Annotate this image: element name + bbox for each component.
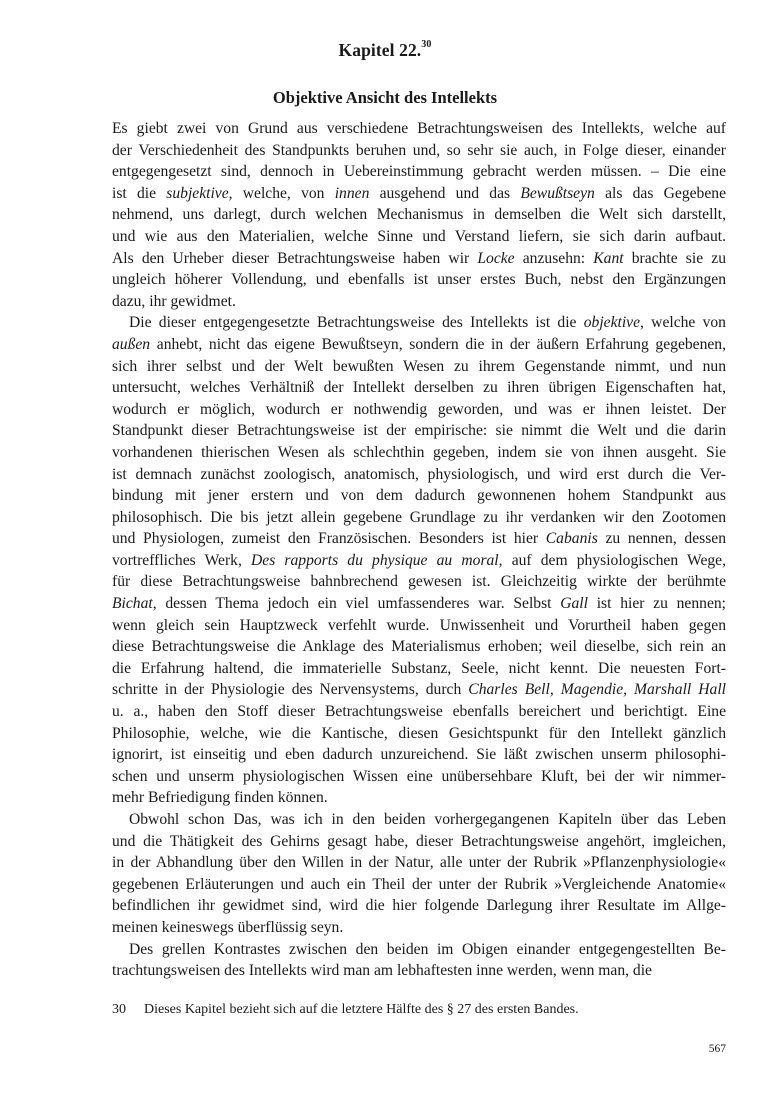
text-run: ist hier zu nennen;: [587, 595, 726, 613]
text-line: [112, 658, 726, 680]
text-line: [112, 636, 726, 658]
text-run: , auf dem physiologischen Wege,: [498, 551, 726, 569]
text-run: sich ihrer selbst und der Welt bewußten Wesen zu ihrem Gegenstande nimmt, und nun: [112, 357, 726, 375]
text-run: philosophisch. Die bis jetzt allein gegebene Grundlage zu ihr verdanken wir den Zootomen: [112, 508, 726, 526]
italic-text: Locke: [477, 249, 515, 267]
text-run: schen und unserm physiologischen Wissen eine unübersehbare Kluft, bei der wir nimmer-: [112, 767, 726, 785]
text-run: Es giebt zwei von Grund aus verschiedene Betrachtungsweisen des Intellekts, welche auf: [112, 120, 726, 137]
italic-text: Bichat: [112, 595, 153, 613]
text-line: [112, 615, 726, 637]
text-run: ausgehend und das: [369, 184, 521, 202]
section-title: Objektive Ansicht des Intellekts: [272, 88, 498, 107]
text-run: wodurch er möglich, wodurch er nothwendig geworden, und was er ihnen leistet. Der: [112, 400, 726, 418]
text-line: [112, 161, 726, 183]
italic-text: Kant: [593, 249, 624, 267]
text-run: dazu, ihr gewidmet.: [112, 292, 236, 310]
text-line: [112, 852, 726, 874]
text-run: bindung mit jener erstern und von dem dadurch gewonnenen hohem Standpunkt aus: [112, 487, 726, 505]
text-run: , welche von: [640, 314, 726, 332]
text-run: untersucht, welches Verhältniß der Intellekt derselben zu ihren übrigen Eigenschaften hat,: [112, 379, 726, 397]
italic-text: Bewußtseyn: [520, 184, 595, 202]
text-run: für diese Betrachtungsweise bahnbrechend gewesen ist. Gleichzeitig wirkte der berühmte: [112, 573, 726, 591]
text-line: [112, 895, 726, 917]
text-line: [112, 420, 726, 442]
footnote-number: 30: [112, 1002, 126, 1017]
text-run: u. a., haben den Stoff dieser Betrachtungsweise ebenfalls bereichert und berichtigt. Eine: [112, 703, 726, 721]
text-line: [112, 723, 726, 745]
text-line: [112, 744, 726, 766]
italic-text: Cabanis: [545, 530, 598, 548]
text-run: ist demnach zunächst zoologisch, anatomisch, physiologisch, und wird erst durch die Ver-: [112, 465, 726, 483]
text-line: [112, 831, 726, 853]
paragraph: [112, 118, 726, 312]
text-line: [112, 571, 726, 593]
body-text: [112, 118, 726, 982]
text-run: gegebenen Erläuterungen und auch ein Theil der unter der Rubrik »Vergleichende Anatomie«: [112, 875, 726, 893]
text-run: als das Gegebene: [594, 184, 726, 202]
text-line: [112, 917, 726, 939]
text-line: [112, 464, 726, 486]
text-line: [112, 485, 726, 507]
text-line: [112, 204, 726, 226]
text-line: [112, 550, 726, 572]
text-line: [112, 226, 726, 248]
text-run: meinen keineswegs überflüssig seyn.: [112, 918, 344, 936]
italic-text: Des rapports du physique au moral: [251, 551, 499, 569]
text-run: trachtungsweisen des Intellekts wird man am lebhaftesten inne werden, wenn man, die: [112, 962, 652, 980]
text-run: Obwohl schon Das, was ich in den beiden vorhergegangenen Kapiteln über das Leben: [129, 811, 726, 828]
text-run: vorhandenen thierischen Wesen als schlechthin gegeben, indem sie von ihnen ausgeht. Sie: [112, 443, 726, 461]
italic-text: Charles Bell, Magendie, Marshall Hall: [468, 681, 726, 699]
footnote-reference: 30: [421, 39, 432, 51]
text-run: befindlichen ihr gewidmet sind, wird die hier folgende Darlegung ihrer Resultate im Allge-: [112, 897, 726, 915]
text-line: [112, 140, 726, 162]
text-line: [112, 507, 726, 529]
text-run: Des grellen Kontrastes zwischen den beiden im Obigen einander entgegengestellten Be-: [129, 940, 726, 958]
chapter-title: Kapitel 22.: [338, 40, 422, 60]
text-run: anhebt, nicht das eigene Bewußtseyn, sondern die in der äußern Erfahrung gegebenen,: [150, 335, 726, 353]
text-line: [112, 399, 726, 421]
paragraph: [112, 312, 726, 809]
text-line: [112, 269, 726, 291]
text-line: [112, 377, 726, 399]
text-run: Als den Urheber dieser Betrachtungsweise haben wir: [112, 249, 478, 267]
text-run: wenn gleich sein Hauptzweck verfehlt wurde. Unwissenheit und Vorurtheil haben gegen: [112, 616, 726, 634]
text-line: [112, 939, 726, 961]
footnote-text: Dieses Kapitel bezieht sich auf die letztere Hälfte des § 27 des ersten Bandes.: [144, 1002, 579, 1017]
text-run: , dessen Thema jedoch ein viel umfassenderes war. Selbst: [152, 595, 561, 613]
text-line: [112, 809, 726, 831]
text-run: vortreffliches Werk,: [112, 551, 252, 569]
text-run: in der Abhandlung über den Willen in der Natur, alle unter der Rubrik »Pflanzenphysiologie«: [112, 854, 726, 872]
text-line: [112, 787, 726, 809]
text-line: [112, 679, 726, 701]
text-run: zu nennen, dessen: [597, 530, 726, 548]
italic-text: Gall: [560, 595, 588, 613]
text-run: diese Betrachtungsweise die Anklage des Materialismus erhoben; weil dieselbe, sich rein an: [112, 638, 726, 656]
text-run: mehr Befriedigung finden können.: [112, 789, 328, 807]
text-run: anzusehn:: [514, 249, 594, 267]
text-line: [112, 356, 726, 378]
text-line: [112, 593, 726, 615]
text-line: [112, 701, 726, 723]
text-run: und wie aus den Materialien, welche Sinne und Verstand liefern, sie sich darin aufbaut.: [112, 227, 726, 245]
text-run: entgegengesetzt sind, dennoch in Uebereinstimmung gebracht werden müssen. – Die eine: [112, 163, 726, 181]
text-run: brachte sie zu: [623, 249, 726, 267]
text-line: [112, 312, 726, 334]
text-run: , welche, von: [228, 184, 335, 202]
italic-text: subjektive: [166, 184, 229, 202]
page-number: 567: [708, 1043, 726, 1055]
italic-text: außen: [112, 335, 151, 353]
text-run: und die Thätigkeit des Gehirns gesagt habe, dieser Betrachtungsweise angehört, imgleichen,: [112, 832, 726, 850]
text-line: [112, 960, 726, 982]
text-line: [112, 766, 726, 788]
text-run: ungleich höherer Vollendung, und ebenfalls ist unser erstes Buch, nebst den Ergänzungen: [112, 271, 726, 289]
italic-text: objektive: [583, 314, 641, 332]
text-line: [112, 528, 726, 550]
text-run: schritte in der Physiologie des Nervensystems, durch: [112, 681, 469, 699]
text-line: [112, 442, 726, 464]
paragraph: [112, 939, 726, 982]
text-run: Die dieser entgegengesetzte Betrachtungsweise des Intellekts ist die: [129, 314, 584, 332]
text-line: [112, 248, 726, 270]
footnote: [112, 1001, 726, 1019]
text-run: der Verschiedenheit des Standpunkts beruhen und, so sehr sie auch, in Folge dieser, einander: [112, 141, 726, 159]
text-run: nehmend, uns darlegt, durch welchen Mechanismus in demselben die Welt sich darstellt,: [112, 206, 726, 224]
text-line: [112, 874, 726, 896]
italic-text: innen: [334, 184, 370, 202]
text-line: [112, 291, 726, 313]
chapter-heading: [0, 40, 770, 61]
text-run: Standpunkt dieser Betrachtungsweise ist der empirische: sie nimmt die Welt und die darin: [112, 422, 726, 440]
text-line: [112, 118, 726, 140]
text-run: die Erfahrung haltend, die immaterielle Substanz, Seele, nicht kennt. Die neuesten Fort-: [112, 659, 726, 677]
paragraph: [112, 809, 726, 939]
text-line: [112, 334, 726, 356]
text-line: [112, 183, 726, 205]
text-run: ignorirt, ist einseitig und eben dadurch unzureichend. Sie läßt zwischen unserm philosophi-: [112, 746, 726, 764]
text-run: und Physiologen, zumeist den Französischen. Besonders ist hier: [112, 530, 546, 548]
text-run: ist die: [112, 184, 167, 202]
text-run: Philosophie, welche, wie die Kantische, diesen Gesichtspunkt für den Intellekt gänzlich: [112, 724, 726, 742]
